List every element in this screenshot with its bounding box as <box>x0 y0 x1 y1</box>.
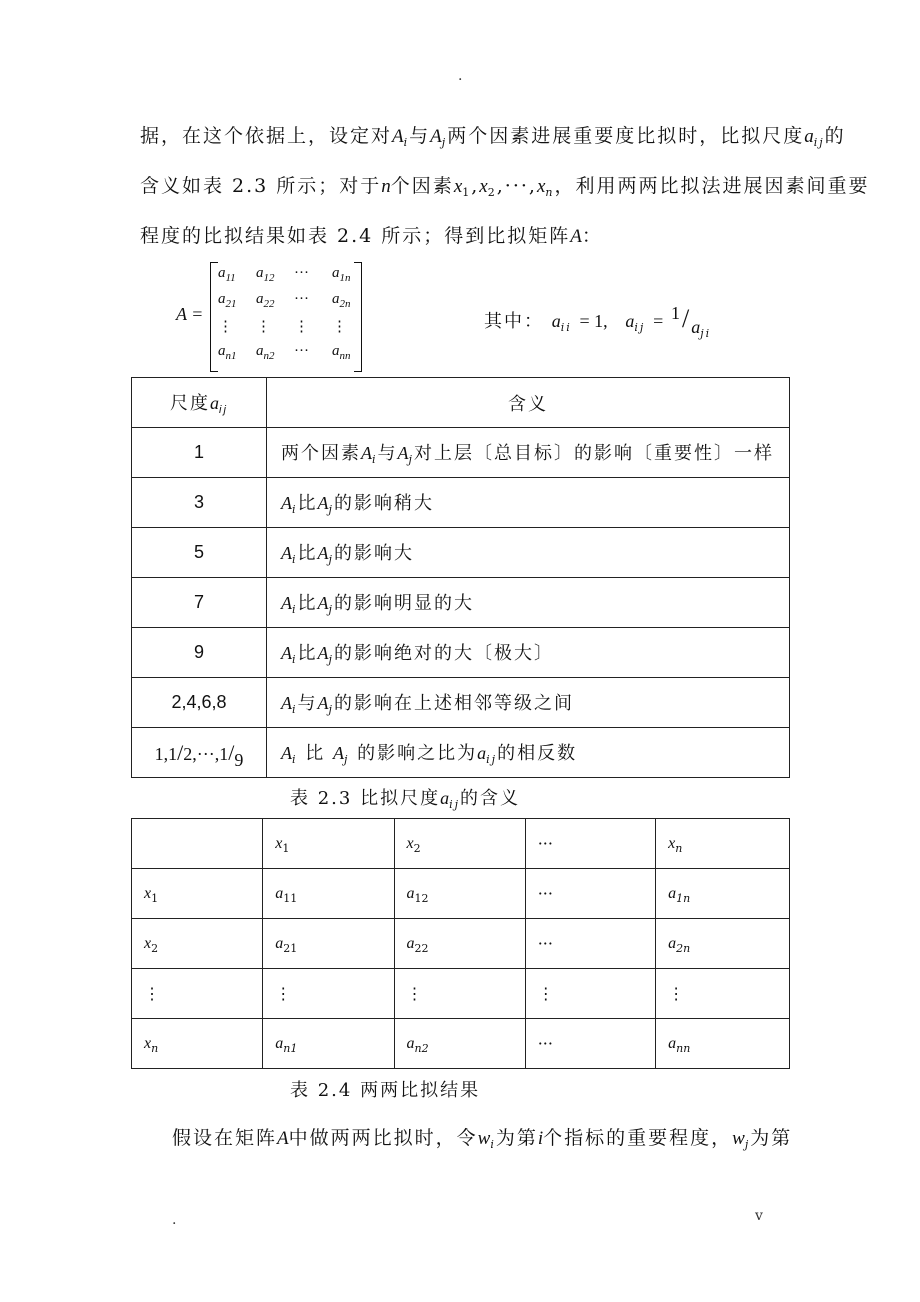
meaning-cell: 两个因素$A_i$与$A_j$对上层〔总目标〕的影响〔重要性〕一样 <box>267 428 790 478</box>
footer-page-mark: v <box>755 1208 763 1224</box>
table-cell: $a_{1n}$ <box>656 869 790 919</box>
paragraph-2: 假设在矩阵A中做两两比拟时，令$w_i$为第i个指标的重要程度，$w_j$为第 <box>172 1127 793 1151</box>
matrix-cell: $a_{21}$ <box>218 291 237 310</box>
matrix-cell: ··· <box>294 343 309 359</box>
table-header-row <box>132 819 790 869</box>
matrix-cell: $a_{n2}$ <box>256 343 275 362</box>
table-cell: $a_{n2}$ <box>394 1019 525 1069</box>
scale-cell: 5 <box>132 528 267 578</box>
table-row <box>132 628 790 678</box>
matrix-row <box>218 317 378 343</box>
table-cell: ⋮ <box>132 969 263 1019</box>
matrix-cell: ⋮ <box>294 319 309 335</box>
matrix-cell: ⋮ <box>256 319 271 335</box>
matrix-cell: $a_{2n}$ <box>332 291 351 310</box>
meaning-cell: $A_i$与$A_j$的影响在上述相邻等级之间 <box>267 678 790 728</box>
matrix-cell: $a_{11}$ <box>218 265 236 284</box>
table-row <box>132 428 790 478</box>
table-cell: $x_n$ <box>656 819 790 869</box>
matrix-body <box>218 265 378 369</box>
table-cell: $x_n$ <box>132 1019 263 1069</box>
paragraph-line-2: 含义如表 2.3 所示；对于n个因素$x_1,x_2,\cdot\cdot\cdot,x_n$，利用两两比拟法进展因素间重要 <box>140 175 870 199</box>
paragraph-line-3: 程度的比拟结果如表 2.4 所示；得到比拟矩阵A： <box>140 225 603 247</box>
matrix-row <box>218 265 378 291</box>
matrix-cell: ⋮ <box>218 319 233 335</box>
table-cell: $a_{nn}$ <box>656 1019 790 1069</box>
matrix-cell: $a_{22}$ <box>256 291 275 310</box>
table2-caption: 表 2.4 两两比拟结果 <box>290 1080 481 1101</box>
table-cell: $x_2$ <box>132 919 263 969</box>
table-row <box>132 969 790 1019</box>
scale-cell: 3 <box>132 478 267 528</box>
table-row <box>132 1019 790 1069</box>
table-row <box>132 528 790 578</box>
table-cell: $a_{21}$ <box>263 919 394 969</box>
table-cell: $a_{22}$ <box>394 919 525 969</box>
header-meaning: 含义 <box>267 378 790 428</box>
matrix-cell: $a_{nn}$ <box>332 343 351 362</box>
header-dot: . <box>458 68 463 84</box>
meaning-cell: $A_i$比$A_j$的影响明显的大 <box>267 578 790 628</box>
matrix-cell: ⋮ <box>332 319 347 335</box>
table-cell <box>132 819 263 869</box>
table-cell: ⋮ <box>656 969 790 1019</box>
scale-cell: 9 <box>132 628 267 678</box>
table-row <box>132 478 790 528</box>
pairwise-table <box>131 818 790 1069</box>
matrix-cell: ··· <box>294 265 309 281</box>
header-scale: 尺度$a_{ij}$ <box>132 378 267 428</box>
matrix-cell: $a_{n1}$ <box>218 343 237 362</box>
table-cell: ⋮ <box>263 969 394 1019</box>
table-cell: ··· <box>525 869 655 919</box>
meaning-cell: $A_i$ 比 $A_j$ 的影响之比为$a_{ij}$的相反数 <box>267 728 790 778</box>
scale-cell: 1 <box>132 428 267 478</box>
matrix-cell: $a_{1n}$ <box>332 265 351 284</box>
matrix-left-bracket <box>210 262 218 372</box>
scale-cell: 2,4,6,8 <box>132 678 267 728</box>
table-cell: $a_{12}$ <box>394 869 525 919</box>
table-cell: $a_{n1}$ <box>263 1019 394 1069</box>
meaning-cell: $A_i$比$A_j$的影响大 <box>267 528 790 578</box>
table-cell: ⋮ <box>525 969 655 1019</box>
table-cell: ··· <box>525 1019 655 1069</box>
table-row <box>132 728 790 778</box>
scale-meaning-table <box>131 377 790 778</box>
matrix-lhs: A = <box>176 304 204 324</box>
matrix-cell: $a_{12}$ <box>256 265 275 284</box>
table-row <box>132 678 790 728</box>
footer-dot: . <box>172 1212 177 1228</box>
paragraph-line-1: 据，在这个依据上，设定对$A_i$与$A_j$两个因素进展重要度比拟时，比拟尺度$a_{ij}$的 <box>140 125 846 149</box>
table1-caption: 表 2.3 比拟尺度$a_{ij}$的含义 <box>290 788 521 811</box>
matrix-condition: 其中： $a_{ii} = 1$, $a_{ij} = 1/a_{ji}$ <box>484 303 712 340</box>
matrix-row <box>218 343 378 369</box>
meaning-cell: $A_i$比$A_j$的影响绝对的大〔极大〕 <box>267 628 790 678</box>
table-row <box>132 919 790 969</box>
table-cell: $a_{2n}$ <box>656 919 790 969</box>
table-cell: $x_2$ <box>394 819 525 869</box>
table-cell: $x_1$ <box>132 869 263 919</box>
table-row <box>132 578 790 628</box>
matrix-cell: ··· <box>294 291 309 307</box>
table-row <box>132 869 790 919</box>
table-header-row <box>132 378 790 428</box>
table-cell: $a_{11}$ <box>263 869 394 919</box>
scale-cell: 1,1/2,···,1/9 <box>132 728 267 778</box>
table-cell: ⋮ <box>394 969 525 1019</box>
table-cell: ··· <box>525 919 655 969</box>
meaning-cell: $A_i$比$A_j$的影响稍大 <box>267 478 790 528</box>
scale-cell: 7 <box>132 578 267 628</box>
table-cell: $x_1$ <box>263 819 394 869</box>
matrix-row <box>218 291 378 317</box>
table-cell: ··· <box>525 819 655 869</box>
